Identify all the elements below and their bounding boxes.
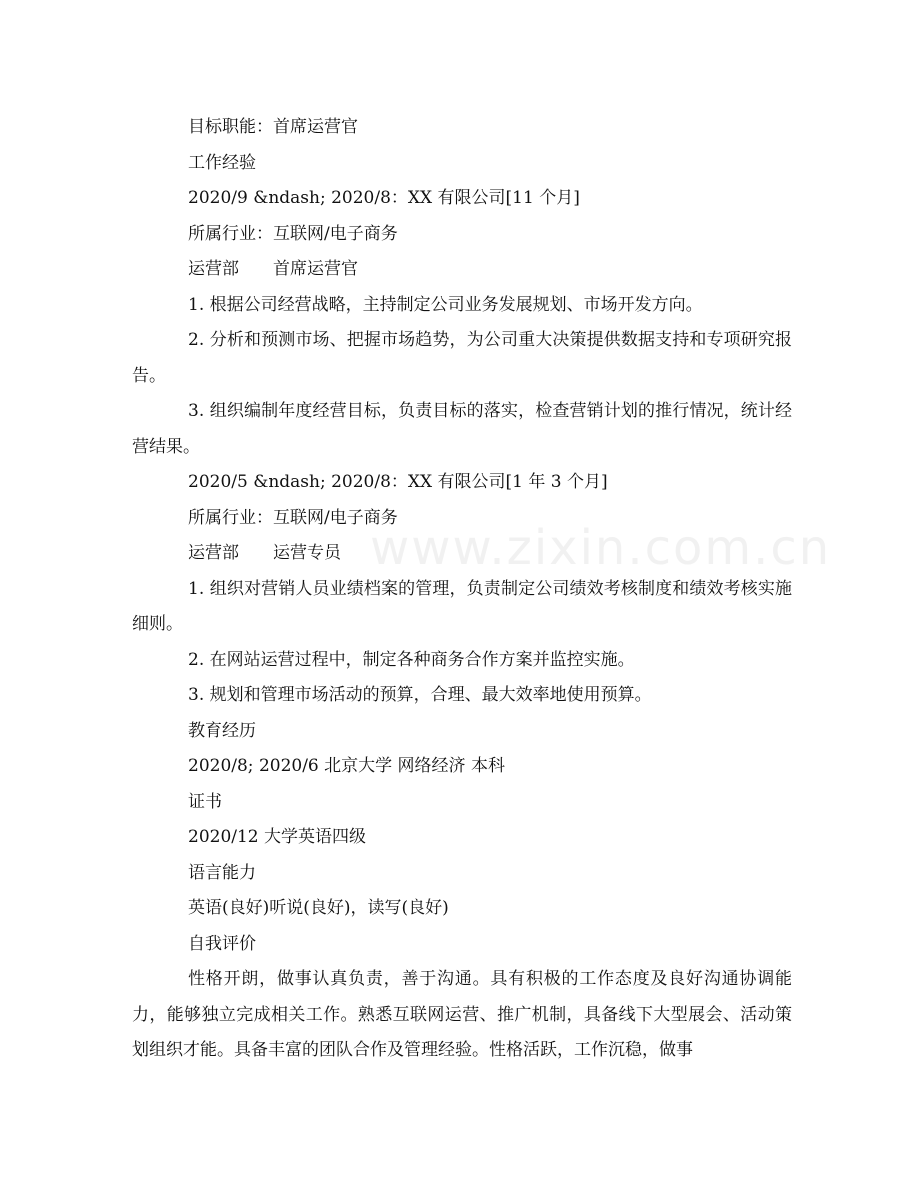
watermark-text: www.zixin.com.cn xyxy=(370,520,832,576)
self-evaluation-paragraph: 性格开朗，做事认真负责，善于沟通。具有积极的工作态度及良好沟通协调能力，能够独立完成相关工作。熟悉互联网运营、推广机制，具备线下大型展会、活动策划组织才能。具备丰富的团队合作及管理经验。性格活跃，工作沉稳，做事 xyxy=(132,969,792,1060)
section-heading-work-experience: 工作经验 xyxy=(188,152,256,173)
education-entry: 2020/8; 2020/6 北京大学 网络经济 本科 xyxy=(188,756,505,776)
duty-item: 2. 在网站运营过程中，制定各种商务合作方案并监控实施。 xyxy=(188,649,635,670)
section-heading-self-evaluation: 自我评价 xyxy=(188,933,256,954)
duty-item: 1. 根据公司经营战略，主持制定公司业务发展规划、市场开发方向。 xyxy=(188,294,703,315)
duty-item: 2. 分析和预测市场、把握市场趋势，为公司重大决策提供数据支持和专项研究报告。 xyxy=(132,330,792,386)
duty-item: 3. 规划和管理市场活动的预算，合理、最大效率地使用预算。 xyxy=(188,685,652,705)
department-position-line: 运营部 首席运营官 xyxy=(188,259,358,279)
certificate-entry: 2020/12 大学英语四级 xyxy=(188,827,367,847)
duty-item: 1. 组织对营销人员业绩档案的管理，负责制定公司绩效考核制度和绩效考核实施细则。 xyxy=(132,578,792,634)
industry-line: 所属行业：互联网/电子商务 xyxy=(188,223,398,244)
industry-line: 所属行业：互联网/电子商务 xyxy=(188,507,398,528)
duty-item: 3. 组织编制年度经营目标，负责目标的落实，检查营销计划的推行情况，统计经营结果。 xyxy=(132,401,792,457)
section-heading-language: 语言能力 xyxy=(188,862,256,883)
target-role-line: 目标职能：首席运营官 xyxy=(188,117,358,137)
section-heading-education: 教育经历 xyxy=(188,720,256,741)
section-heading-certificates: 证书 xyxy=(188,791,222,812)
language-entry: 英语(良好)听说(良好)，读写(良好) xyxy=(188,898,449,918)
job-period-line: 2020/9 &ndash; 2020/8：XX 有限公司[11 个月] xyxy=(188,188,580,208)
job-period-line: 2020/5 &ndash; 2020/8：XX 有限公司[1 年 3 个月] xyxy=(188,472,608,492)
department-position-line: 运营部 运营专员 xyxy=(188,543,341,563)
resume-content xyxy=(132,110,792,1069)
